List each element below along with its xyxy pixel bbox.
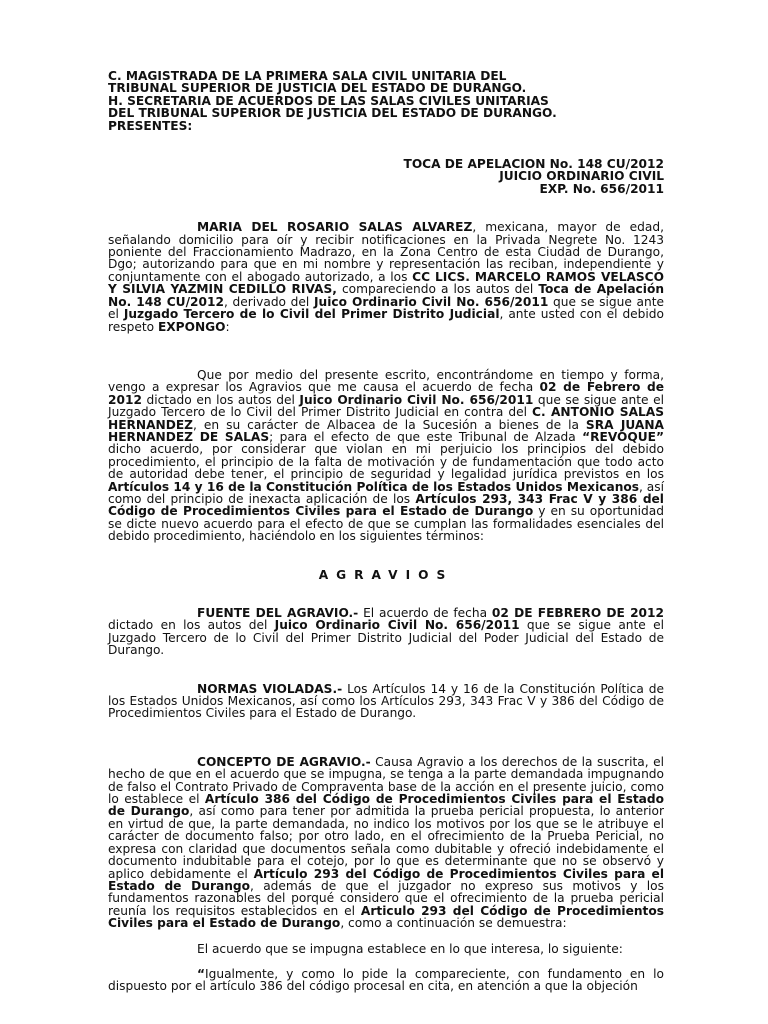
addressee-line-5: PRESENTES: <box>108 118 193 133</box>
bold-text-run: EXPONGO <box>157 319 226 334</box>
text-run: que se sigue ante el <box>108 294 665 322</box>
case-reference-juicio: JUICIO ORDINARIO CIVIL <box>499 169 664 184</box>
bold-text-run: Artículo 386 del Código de Procedimientos Civiles para el Estado de Durango <box>108 792 665 819</box>
text-run: dictado en los autos del <box>141 392 300 407</box>
text-run: : <box>225 319 230 334</box>
paragraph-normas-violadas <box>108 683 664 720</box>
text-run: , ante usted con el debido respeto <box>108 307 664 334</box>
paragraph-fuente-del-agravio <box>108 607 664 657</box>
text-run: dictado en los autos del <box>108 618 275 633</box>
bold-text-run: Juico Ordinario Civil No. 656/2011 <box>274 618 520 633</box>
text-run: y en su oportunidad se dicte nuevo acuerdo para el efecto de que se cumplan las formalidades esenciales del debido procedimiento, haciéndolo en los siguientes términos: <box>108 504 664 544</box>
paragraph-concepto-de-agravio <box>108 756 664 930</box>
addressee-line-2: TRIBUNAL SUPERIOR DE JUSTICIA DEL ESTADO DE DURANGO. <box>108 81 527 96</box>
text-run: Que por medio del presente escrito, encontrándome en tiempo y forma, vengo a expresar los Agravios que me causa el acuerdo de fecha <box>108 367 664 395</box>
bold-text-run: Artículo 293 del Código de Procedimientos Civiles para el Estado de Durango <box>108 866 664 893</box>
text-run: El acuerdo de fecha <box>358 606 492 620</box>
text-run: , así como para tener por admitida la prueba pericial propuesta, lo anterior en virtud de que, la parte demandada, no indico los motivos por los que se le atribuye el carácter de documento falso; por otro lado, en el ofrecimiento de la Prueba Pericial, no expresa con claridad que documentos señala como dubitable y ofreció indebidamente el documento indubitable para el cotejo, por lo que es determinante que no se observó y aplico debidamente el <box>108 804 664 881</box>
bold-text-run: C. ANTONIO SALAS HERNANDEZ <box>108 405 664 432</box>
bold-text-run: SRA JUANA HERNANDEZ DE SALAS <box>108 417 664 444</box>
text-run: Los Artículos 14 y 16 de la Constitución Política de los Estados Unidos Mexicanos, así como los Artículos 293, 343 Frac V y 386 del Código de Procedimientos Civiles para el Estado de Durango. <box>108 681 664 721</box>
text-run: Causa Agravio a los derechos de la suscrita, el hecho de que en el acuerdo que se impugna, se tenga a la parte demandada impugnando de falso el Contrato Privado de Compraventa base de la acción en el presente juicio, como lo establece el <box>108 754 664 807</box>
paragraph-exposition <box>108 369 664 543</box>
text-run: , mexicana, mayor de edad, señalando domicilio para oír y recibir notificaciones en la Privada Negrete No. 1243 poniente del Fraccionamiento Madrazo, en la Zona Centro de esta Ciudad de Durango, Dgo; autorizando para que en mi nombre y representación las reciban, independiente y conjuntamente con el abogado autorizado, a los <box>108 220 664 284</box>
text-run: El acuerdo que se impugna establece en lo que interesa, lo siguiente: <box>197 941 623 956</box>
bold-text-run: MARIA DEL ROSARIO SALAS ALVAREZ <box>197 220 473 235</box>
addressee-line-3: H. SECRETARIA DE ACUERDOS DE LAS SALAS CIVILES UNITARIAS <box>108 93 549 108</box>
section-heading-agravios: AGRAVIOS <box>318 567 454 582</box>
paragraph-introduction <box>108 221 664 333</box>
text-run: que se sigue ante el Juzgado Tercero de lo Civil del Primer Distrito Judicial del Poder Judicial del Estado de Durango. <box>108 618 664 658</box>
bold-text-run: Artículos 293, 343 Frac V y 386 del Código de Procedimientos Civiles para el Estado de Durango <box>108 491 664 519</box>
bold-text-run: Toca de Apelación No. 148 CU/2012 <box>108 282 664 309</box>
text-run: , además de que el juzgador no expreso sus motivos y los fundamentos razonables del porqué considero que el ofrecimiento de la prueba pericial reunía los requisitos establecidos en el <box>108 878 664 918</box>
text-run: , como a continuación se demuestra: <box>340 916 567 931</box>
case-reference-block <box>108 158 664 195</box>
bold-text-run: 02 de Febrero de 2012 <box>108 380 664 407</box>
bold-text-run: NORMAS VIOLADAS.- <box>197 681 343 696</box>
paragraph-quotation <box>108 968 664 993</box>
bold-text-run: “REVOQUE” <box>582 429 664 444</box>
bold-text-run: Artículos 14 y 16 de la Constitución Política de los Estados Unidos Mexicanos <box>108 479 640 494</box>
bold-text-run: FUENTE DEL AGRAVIO.- <box>197 606 359 620</box>
text-run: , en su carácter de Albacea de la Sucesión a bienes de la <box>193 417 586 432</box>
addressee-line-1: C. MAGISTRADA DE LA PRIMERA SALA CIVIL UNITARIA DEL <box>108 69 507 83</box>
bold-text-run: Juzgado Tercero de lo Civil del Primer Distrito Judicial <box>123 307 500 322</box>
text-run: , así como del principio de inexacta aplicación de los <box>108 479 664 506</box>
bold-text-run: Juico Ordinario Civil No. 656/2011 <box>313 294 549 309</box>
bold-text-run: CC LICS. MARCELO RAMOS VELASCO Y SILVIA YAZMIN CEDILLO RIVAS, <box>108 269 664 297</box>
case-reference-expediente: EXP. No. 656/2011 <box>539 181 664 196</box>
bold-text-run: CONCEPTO DE AGRAVIO.- <box>197 754 371 769</box>
paragraph-acuerdo-impugnado <box>108 943 664 955</box>
bold-text-run: Articulo 293 del Código de Procedimientos Civiles para el Estado de Durango <box>108 903 664 931</box>
addressee-line-4: DEL TRIBUNAL SUPERIOR DE JUSTICIA DEL ESTADO DE DURANGO. <box>108 106 557 121</box>
text-run: ; para el efecto de que este Tribunal de Alzada <box>269 429 583 444</box>
case-reference-toca: TOCA DE APELACION No. 148 CU/2012 <box>403 157 664 172</box>
addressee-block <box>108 70 664 132</box>
text-run: , derivado del <box>223 294 314 309</box>
bold-text-run: Juico Ordinario Civil No. 656/2011 <box>299 392 534 407</box>
bold-text-run: 02 DE FEBRERO DE 2012 <box>491 606 664 620</box>
text-run: que se sigue ante el Juzgado Tercero de lo Civil del Primer Distrito Judicial en contra del <box>108 392 664 420</box>
text-run: compareciendo a los autos del <box>336 282 539 297</box>
bold-text-run: “ <box>197 966 206 981</box>
text-run: dicho acuerdo, por considerar que violan en mi perjuicio los principios del debido procedimiento, el principio de la falta de motivación y de fundamentación que todo acto de autoridad debe tener, el principio de seguridad y legalidad jurídica previstos en los <box>108 442 664 482</box>
text-run: Igualmente, y como lo pide la compareciente, con fundamento en lo dispuesto por el artículo 386 del código procesal en cita, en atención a que la objeción <box>108 966 664 994</box>
